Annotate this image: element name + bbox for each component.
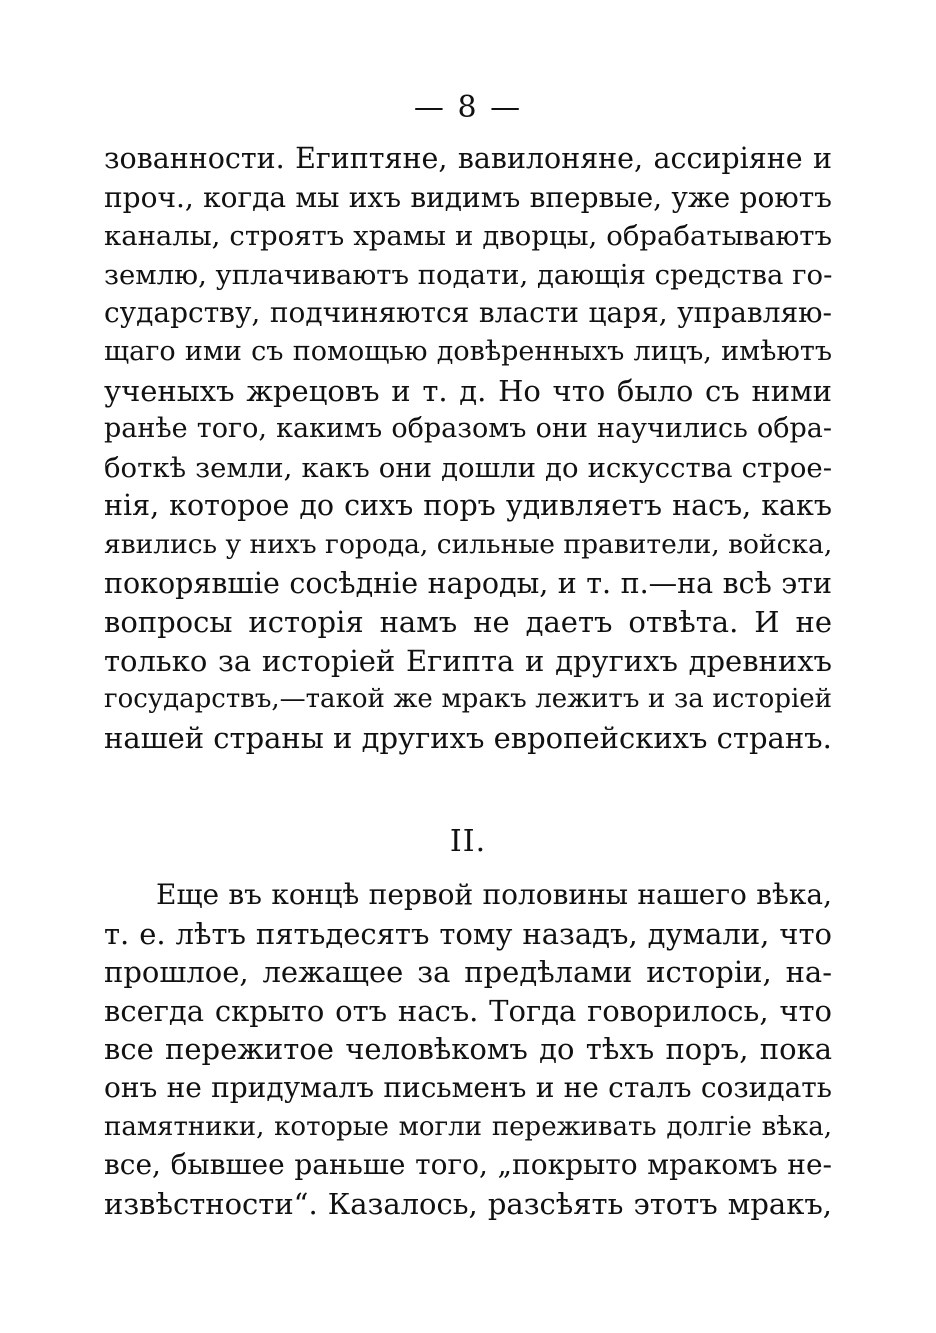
text-line: нія, которое до сихъ поръ удивляетъ насъ, какъ <box>104 489 832 523</box>
text-line: вопросы исторія намъ не даетъ отвѣта. И не <box>104 605 832 640</box>
text-line: каналы, строятъ храмы и дворцы, обрабатываютъ <box>104 220 832 253</box>
text-line: сударству, подчиняются власти царя, управляю- <box>104 296 832 330</box>
text-line: все, бывшее раньше того, „покрыто мракомъ не- <box>104 1148 832 1182</box>
text-line: извѣстности“. Казалось, разсѣять этотъ мракъ, <box>104 1186 832 1221</box>
text-line: государствъ,—такой же мракъ лежитъ и за исторіей <box>104 684 832 715</box>
section-heading: II. <box>449 824 487 859</box>
text-line: прошлое, лежащее за предѣлами исторіи, на- <box>104 955 832 990</box>
text-line: щаго ими съ помощью довѣренныхъ лицъ, имѣютъ <box>104 335 832 367</box>
text-line: все пережитое человѣкомъ до тѣхъ поръ, пока <box>104 1032 832 1067</box>
paragraph-1 <box>104 140 832 758</box>
text-line: всегда скрыто отъ насъ. Тогда говорилось, что <box>104 993 832 1028</box>
text-line: ученыхъ жрецовъ и т. д. Но что было съ ними <box>104 373 832 408</box>
text-line: покорявшіе сосѣдніе народы, и т. п.—на всѣ эти <box>104 566 832 600</box>
text-line: зованности. Египтяне, вавилоняне, ассиріяне и <box>104 142 832 175</box>
text-line: Еще въ концѣ первой половины нашего вѣка, <box>156 878 832 911</box>
text-line: памятники, которые могли переживать долгіе вѣка, <box>104 1111 832 1142</box>
text-line: проч., когда мы ихъ видимъ впервые, уже роютъ <box>104 180 832 214</box>
text-line: землю, уплачиваютъ подати, дающія средства го- <box>104 258 833 291</box>
text-line: т. е. лѣтъ пятьдесятъ тому назадъ, думали, что <box>104 916 832 951</box>
paragraph-2 <box>104 876 832 1223</box>
text-line: боткѣ земли, какъ они дошли до искусства строе- <box>104 451 832 484</box>
text-line: нашей страны и другихъ европейскихъ странъ. <box>104 720 832 755</box>
text-line: только за исторіей Египта и другихъ древнихъ <box>104 643 832 678</box>
text-line: ранѣе того, какимъ образомъ они научились обра- <box>104 413 832 445</box>
text-line: онъ не придумалъ письменъ и не сталъ созидать <box>104 1070 832 1104</box>
page-number: — 8 — <box>413 90 523 125</box>
text-line: явились у нихъ города, сильные правители, войска, <box>104 528 833 560</box>
